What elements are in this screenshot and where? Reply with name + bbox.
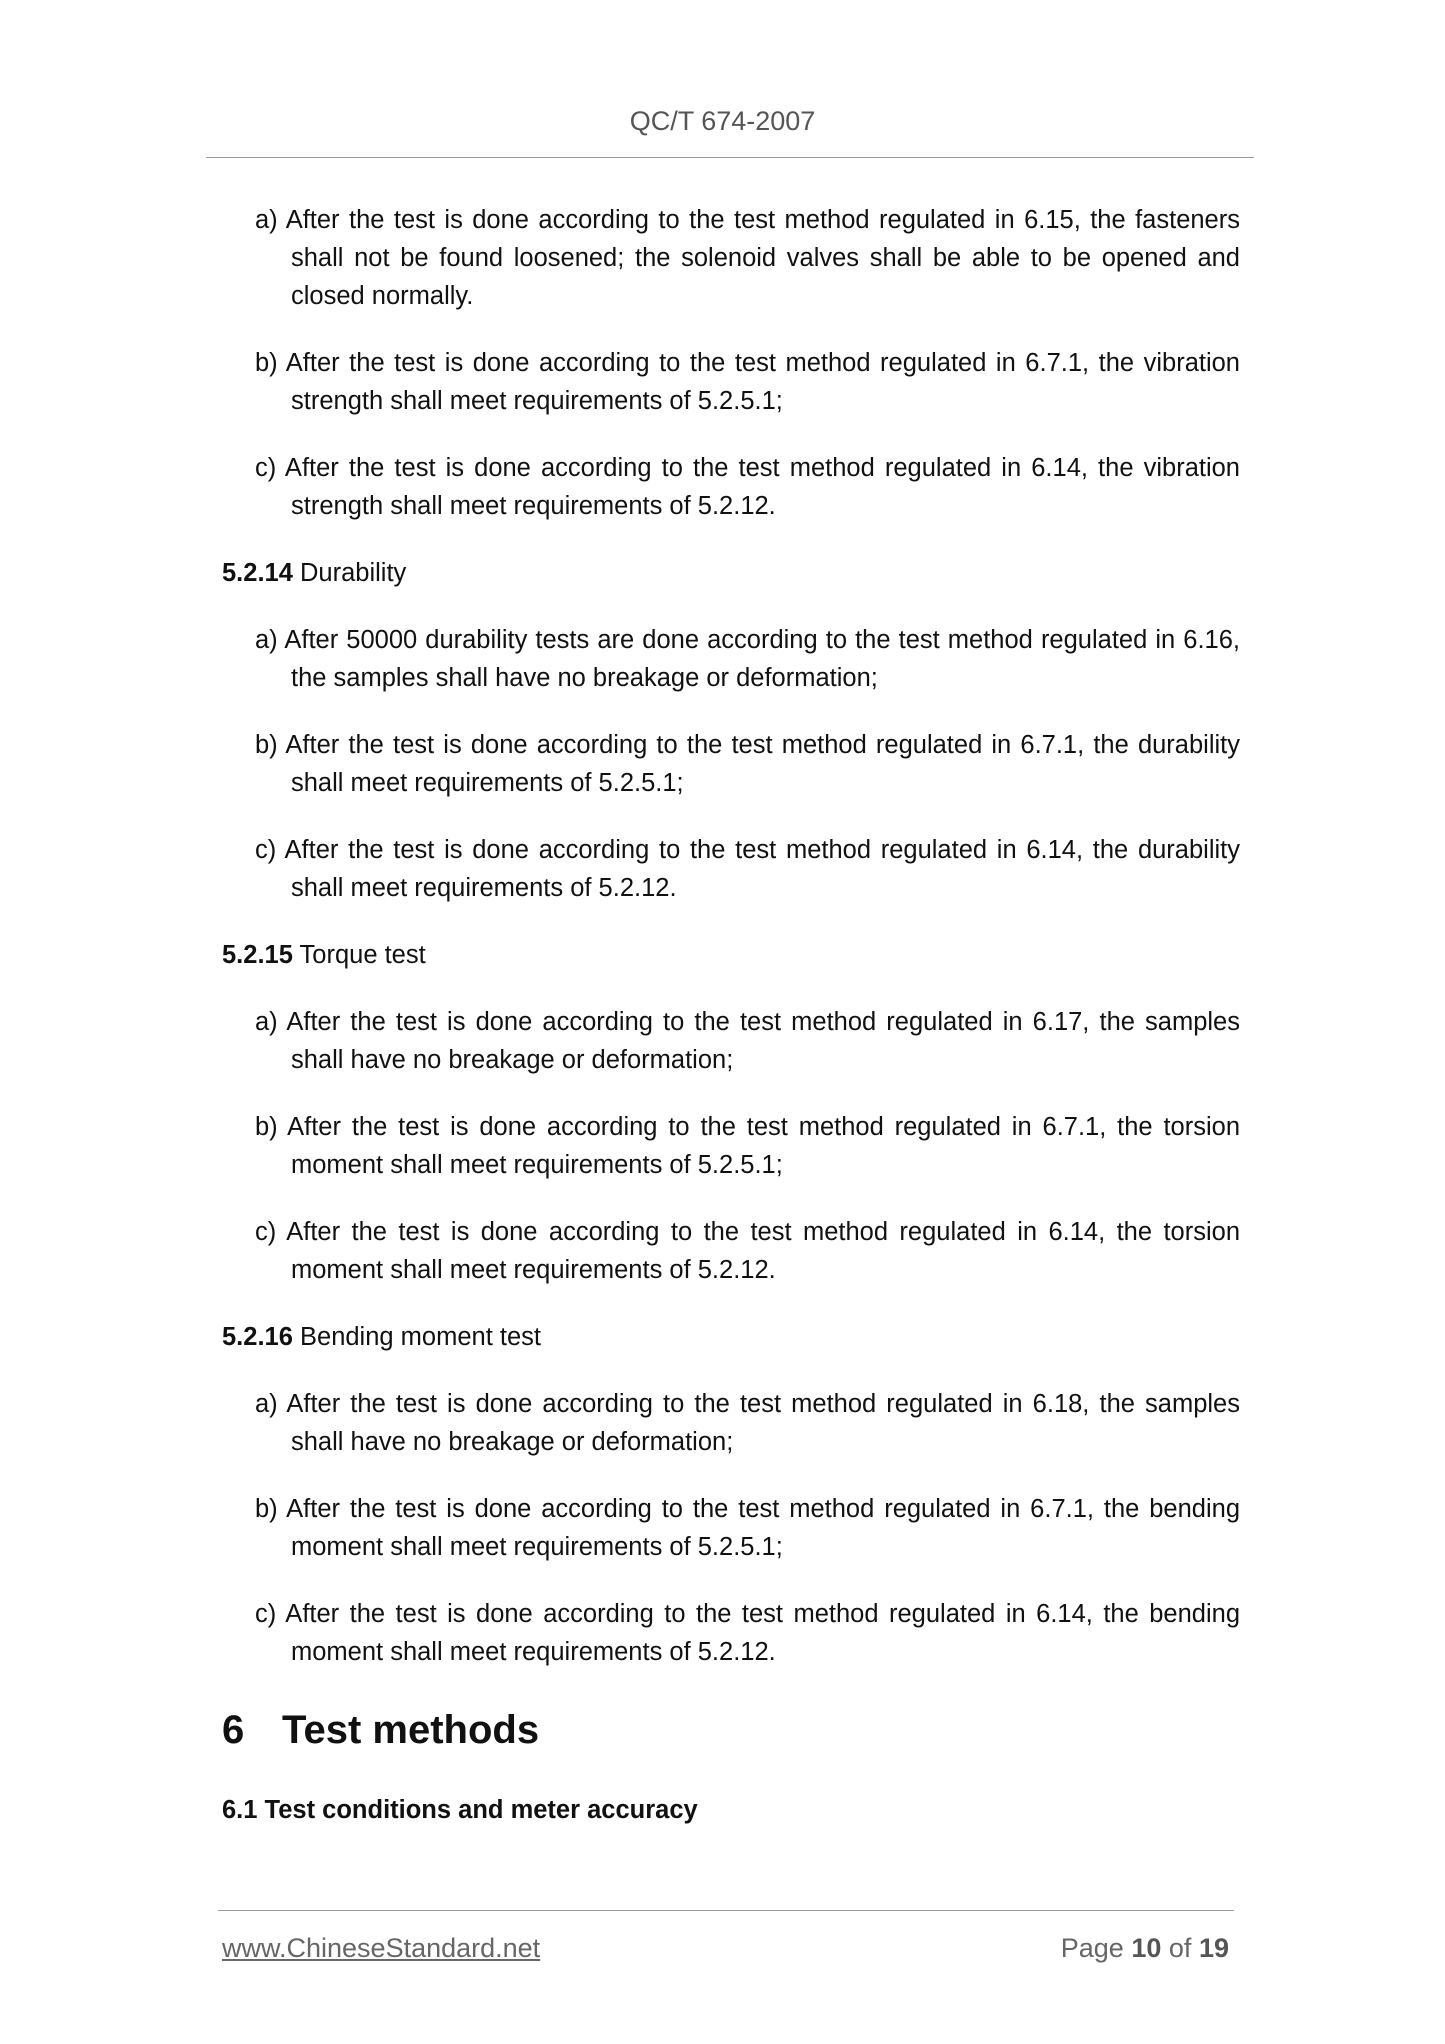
list-item: a) After the test is done according to the test method regulated in 6.17, the samples shall have no breakage or deformation; [255, 1008, 1240, 1074]
clause-title: Torque test [299, 941, 426, 969]
header-divider [206, 157, 1254, 158]
clause-heading-bending [222, 1318, 1240, 1356]
list-item: a) After the test is done according to the test method regulated in 6.18, the samples shall have no breakage or deformation; [255, 1390, 1240, 1456]
list-item: c) After the test is done according to the test method regulated in 6.14, the durability shall meet requirements of 5.2.12. [255, 836, 1240, 902]
chapter-heading [222, 1705, 1240, 1755]
list-item: a) After the test is done according to the test method regulated in 6.15, the fasteners shall not be found loosened; the solenoid valves shall be able to be opened and closed normally. [255, 206, 1240, 310]
document-code-header: QC/T 674-2007 [629, 106, 816, 136]
list-item: b) After the test is done according to the test method regulated in 6.7.1, the torsion moment shall meet requirements of 5.2.5.1; [255, 1113, 1240, 1179]
clause-title: Bending moment test [300, 1323, 541, 1351]
document-body [222, 201, 1240, 1829]
clause-title: Durability [300, 559, 407, 587]
clause-number: 5.2.14 [222, 559, 293, 587]
clause-number: 5.2.16 [222, 1323, 293, 1351]
subsection-heading: 6.1 Test conditions and meter accuracy [222, 1796, 698, 1824]
page-total: 19 [1198, 1933, 1229, 1963]
list-item: c) After the test is done according to the test method regulated in 6.14, the torsion moment shall meet requirements of 5.2.12. [255, 1218, 1240, 1284]
website-link[interactable]: www.ChineseStandard.net [222, 1933, 541, 1963]
list-item: c) After the test is done according to the test method regulated in 6.14, the bending moment shall meet requirements of 5.2.12. [255, 1600, 1240, 1666]
clause-heading-durability [222, 554, 1240, 592]
page-current: 10 [1131, 1933, 1162, 1963]
list-item: a) After 50000 durability tests are done according to the test method regulated in 6.16, the samples shall have no breakage or deformation; [255, 626, 1240, 692]
list-item: b) After the test is done according to the test method regulated in 6.7.1, the vibration strength shall meet requirements of 5.2.5.1; [255, 349, 1240, 415]
chapter-number: 6 [222, 1708, 245, 1752]
list-item: b) After the test is done according to the test method regulated in 6.7.1, the durability shall meet requirements of 5.2.5.1; [255, 731, 1240, 797]
footer-divider [218, 1910, 1234, 1911]
page-of: of [1168, 1933, 1192, 1963]
chapter-title: Test methods [282, 1708, 540, 1752]
clause-heading-torque [222, 936, 1240, 974]
list-item: b) After the test is done according to the test method regulated in 6.7.1, the bending moment shall meet requirements of 5.2.5.1; [255, 1495, 1240, 1561]
page-label: Page [1060, 1933, 1124, 1963]
page-indicator [1061, 1933, 1229, 1964]
clause-number: 5.2.15 [222, 941, 293, 969]
list-item: c) After the test is done according to the test method regulated in 6.14, the vibration strength shall meet requirements of 5.2.12. [255, 454, 1240, 520]
